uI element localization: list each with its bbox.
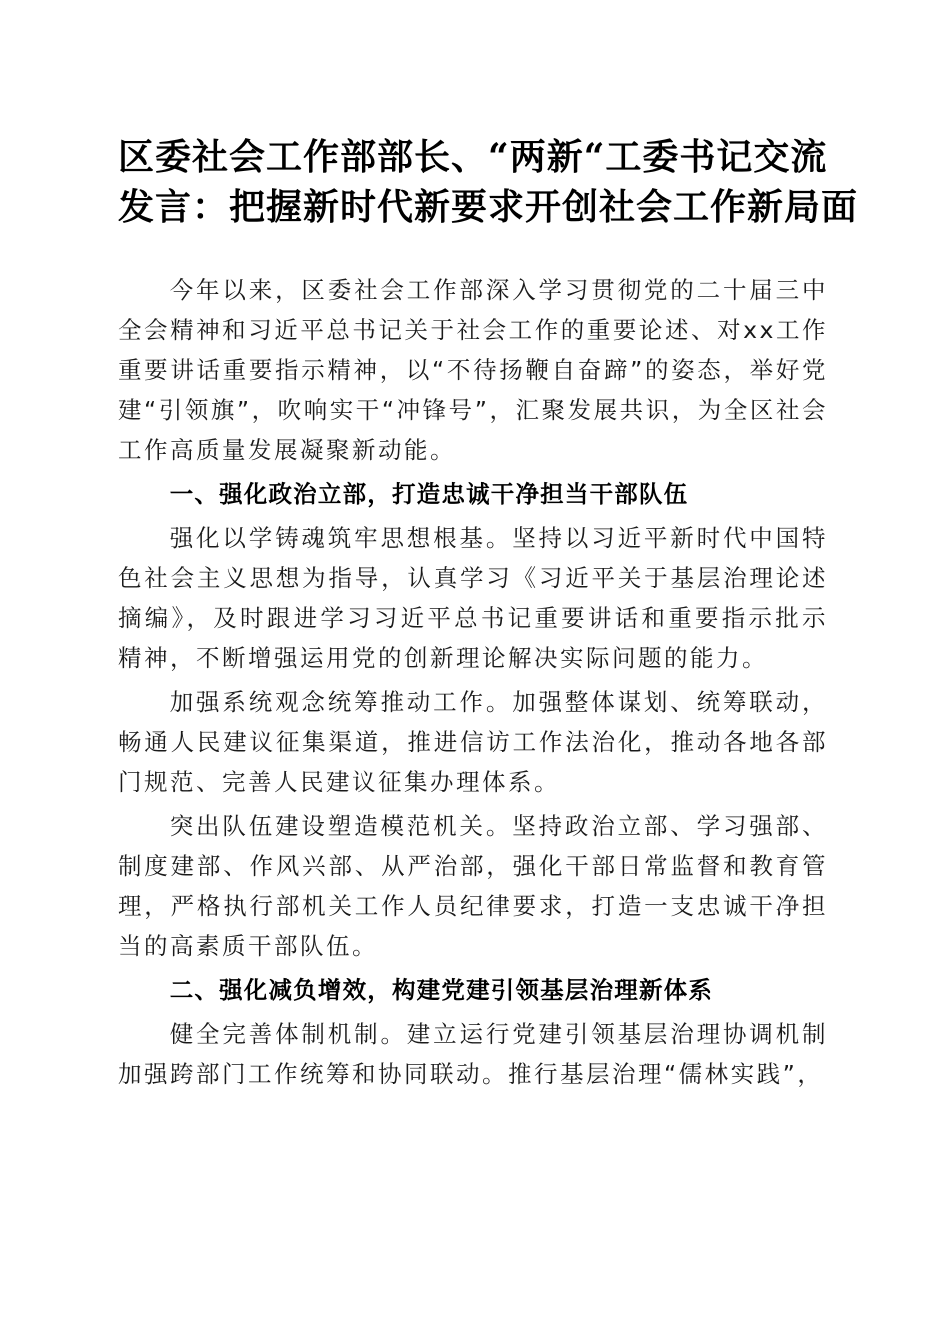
section-1-paragraph-2: 加强系统观念统筹推动工作。加强整体谋划、统筹联动，畅通人民建议征集渠道，推进信访工作法治化，推动各地各部门规范、完善人民建议征集办理体系。 bbox=[118, 688, 828, 796]
title-line-2: 发言：把握新时代新要求开创社会工作新局面 bbox=[118, 186, 859, 228]
section-1-paragraph-1: 强化以学铸魂筑牢思想根基。坚持以习近平新时代中国特色社会主义思想为指导，认真学习《习近平关于基层治理论述摘编》，及时跟进学习习近平总书记重要讲话和重要指示批示精神，不断增强运用党的创新理论解决实际问题的能力。 bbox=[118, 524, 828, 672]
title-line-1: 区委社会工作部部长、“两新“工委书记交流 bbox=[118, 136, 828, 178]
section-2-paragraph-1: 健全完善体制机制。建立运行党建引领基层治理协调机制加强跨部门工作统筹和协同联动。推行基层治理“儒林实践”， bbox=[118, 1020, 828, 1088]
intro-paragraph: 今年以来，区委社会工作部深入学习贯彻党的二十届三中全会精神和习近平总书记关于社会工作的重要论述、对xx工作重要讲话重要指示精神，以“不待扬鞭自奋蹄”的姿态，举好党建“引领旗”，吹响实干“冲锋号”，汇聚发展共识，为全区社会工作高质量发展凝聚新动能。 bbox=[118, 276, 828, 464]
section-1-paragraph-3: 突出队伍建设塑造模范机关。坚持政治立部、学习强部、制度建部、作风兴部、从严治部，强化干部日常监督和教育管理，严格执行部机关工作人员纪律要求，打造一支忠诚干净担当的高素质干部队伍。 bbox=[118, 812, 828, 960]
document-body bbox=[118, 270, 828, 1094]
document-title bbox=[118, 132, 859, 232]
section-2-heading: 二、强化减负增效，构建党建引领基层治理新体系 bbox=[169, 976, 714, 1004]
section-1-heading: 一、强化政治立部，打造忠诚干净担当干部队伍 bbox=[169, 480, 689, 508]
